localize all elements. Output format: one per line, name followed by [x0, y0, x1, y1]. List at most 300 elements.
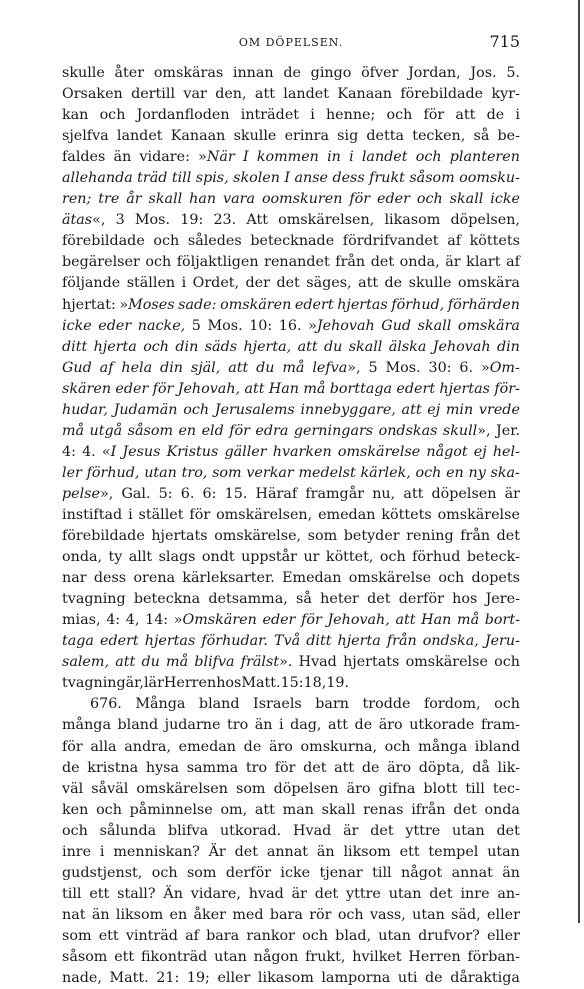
- word: nacke,: [137, 317, 186, 334]
- word: ätas«,: [62, 212, 106, 229]
- word: du: [141, 654, 160, 671]
- word: för: [349, 191, 371, 208]
- word: omskära: [457, 275, 520, 292]
- word: att: [115, 654, 136, 671]
- word: Emedan: [282, 570, 342, 587]
- word: landet: [116, 128, 163, 145]
- word: yttre: [346, 885, 381, 902]
- word: må: [166, 654, 189, 671]
- text-line: [62, 610, 520, 631]
- running-title: OM DÖPELSEN.: [238, 36, 344, 49]
- text-line: [62, 715, 520, 736]
- word: rör: [309, 906, 332, 923]
- word: Judamän: [113, 401, 178, 418]
- word: renas: [363, 801, 404, 818]
- word: det: [314, 885, 339, 902]
- word: lär: [143, 675, 164, 692]
- word: och: [415, 464, 442, 481]
- word: tempel: [428, 843, 479, 860]
- word: det: [429, 885, 453, 902]
- word: i: [349, 149, 354, 166]
- word: omskäras: [153, 65, 224, 81]
- word: att: [403, 485, 424, 502]
- text-line: [62, 337, 520, 358]
- page-number: 715: [489, 32, 520, 51]
- text-line: [62, 400, 520, 421]
- word: skall: [417, 317, 452, 334]
- word: in: [327, 149, 341, 166]
- word: är: [504, 485, 520, 502]
- word: i: [515, 107, 520, 124]
- word: de: [283, 65, 301, 81]
- word: omskärelsen,: [278, 212, 375, 229]
- word: 3: [115, 212, 125, 229]
- text-line: [62, 126, 520, 147]
- word: ditt: [306, 633, 332, 650]
- word: träd: [137, 170, 168, 187]
- word: till: [372, 864, 392, 881]
- word: hos: [216, 675, 242, 692]
- word: ställen: [126, 275, 176, 292]
- word: af: [185, 927, 199, 944]
- word: skall: [348, 338, 383, 355]
- word: Han: [268, 380, 299, 397]
- word: kristna: [87, 759, 139, 776]
- word: och: [151, 864, 178, 881]
- word: Matt.: [109, 970, 149, 987]
- word: må: [303, 380, 326, 397]
- word: inre: [460, 885, 490, 902]
- word: utan: [214, 948, 247, 965]
- word: och: [99, 107, 126, 124]
- word: utkorad.: [219, 822, 282, 839]
- word: eller: [487, 906, 520, 923]
- word: de: [243, 738, 262, 755]
- word: frukt,: [305, 948, 346, 965]
- word: Är: [208, 843, 226, 860]
- word: ondt: [201, 549, 235, 566]
- word: 18,: [303, 675, 327, 692]
- word: min: [445, 401, 474, 418]
- word: kommen: [256, 149, 319, 166]
- word: Jerusalems: [214, 401, 295, 418]
- word: det: [370, 254, 395, 271]
- word: såsom: [62, 948, 108, 965]
- word: lik-: [497, 759, 520, 776]
- word: Mos.: [134, 212, 171, 229]
- word: så: [473, 128, 490, 145]
- word: begärelser: [62, 254, 140, 271]
- word: det: [453, 801, 477, 818]
- word: kärlek,: [360, 464, 411, 481]
- word: framgår: [305, 485, 365, 502]
- word: är: [291, 885, 307, 902]
- word: för: [152, 380, 174, 397]
- word: omskärelsen,: [216, 506, 313, 523]
- word: skolen: [233, 170, 280, 187]
- word: betecknade: [250, 233, 335, 250]
- word: 30:: [428, 359, 452, 376]
- word: såsom: [409, 170, 455, 187]
- word: döpelsen: [431, 485, 497, 502]
- word: ej: [427, 401, 441, 418]
- word: som: [235, 780, 266, 797]
- word: äro: [346, 780, 371, 797]
- word: fordom,: [423, 696, 481, 713]
- word: äro: [378, 717, 403, 734]
- word: något: [401, 864, 443, 881]
- word: många: [62, 717, 111, 734]
- word: drufvor?: [418, 927, 480, 944]
- word: 16.: [278, 317, 302, 334]
- word: att: [401, 401, 422, 418]
- word: allt: [128, 549, 153, 566]
- word: hjerta: [337, 633, 381, 650]
- word: år: [126, 191, 142, 208]
- word: med: [232, 906, 264, 923]
- word: att: [254, 801, 275, 818]
- word: öfver: [361, 65, 399, 81]
- word: ska-: [490, 464, 520, 481]
- body-text: [62, 63, 520, 989]
- word: Kanaan: [170, 128, 226, 145]
- word: det: [370, 822, 394, 839]
- word: kärleksarter.: [182, 570, 275, 587]
- word: blad,: [335, 927, 372, 944]
- word: för: [189, 506, 211, 523]
- word: Jordanfloden: [136, 107, 230, 124]
- text-line: [62, 968, 520, 989]
- word: utan: [487, 843, 520, 860]
- word: Jehovah: [432, 338, 491, 355]
- word: Herren: [163, 675, 217, 692]
- word: hos: [452, 591, 478, 608]
- text-line: [62, 505, 520, 526]
- word: gudstjenst,: [62, 864, 143, 881]
- word: bort-: [484, 612, 520, 629]
- word: ondskas: [378, 422, 438, 439]
- word: utan: [388, 885, 422, 902]
- word: omskärelse: [405, 654, 488, 671]
- word: Herren: [408, 948, 461, 965]
- word: Gud: [381, 317, 412, 334]
- word: än: [91, 906, 110, 923]
- word: döpelsen: [273, 780, 339, 797]
- word: taga: [62, 633, 94, 650]
- word: Hvad: [293, 822, 332, 839]
- word: dopets: [471, 570, 520, 587]
- word: trodde: [362, 696, 411, 713]
- word: gingo: [310, 65, 352, 81]
- word: hvad: [248, 885, 284, 902]
- word: vass,: [369, 906, 406, 923]
- word: bara: [206, 927, 240, 944]
- word: och: [62, 822, 88, 839]
- text-line: [62, 189, 520, 210]
- word: förebildade: [62, 233, 145, 250]
- word: att: [328, 717, 349, 734]
- word: omskärelse: [337, 443, 421, 460]
- word: vrede: [478, 401, 520, 418]
- word: heter: [320, 591, 359, 608]
- word: omskären: [220, 296, 292, 313]
- word: man: [282, 801, 314, 818]
- word: såväl: [91, 780, 129, 797]
- word: I: [284, 170, 291, 187]
- word: betyder: [343, 528, 400, 545]
- word: 6.: [459, 359, 474, 376]
- word: sig: [337, 128, 359, 145]
- word: der: [245, 275, 270, 292]
- word: hela: [121, 359, 153, 376]
- word: hjertas: [144, 633, 196, 650]
- word: utan: [412, 906, 445, 923]
- word: att: [395, 612, 416, 629]
- word: hel-: [492, 443, 520, 460]
- word: dag,: [290, 717, 322, 734]
- word: och: [183, 401, 210, 418]
- word: det: [276, 275, 300, 292]
- word: påminnelse: [129, 801, 213, 818]
- word: och: [438, 570, 465, 587]
- word: hjertas: [337, 296, 388, 313]
- word: Många: [135, 696, 186, 713]
- word: följaktligen: [176, 254, 259, 271]
- word: dess: [332, 170, 365, 187]
- word: skall: [449, 191, 484, 208]
- word: hvilket: [352, 948, 402, 965]
- word: emedan: [318, 506, 376, 523]
- word: att: [455, 107, 476, 124]
- text-line: [62, 694, 520, 715]
- word: för: [301, 612, 322, 629]
- word: döpta,: [418, 759, 465, 776]
- text-line: [62, 631, 520, 652]
- word: om,: [220, 801, 248, 818]
- word: förhudar.: [201, 633, 268, 650]
- word: ett: [98, 927, 119, 944]
- word: fikonträd: [140, 948, 208, 965]
- word: menniskan?: [113, 843, 200, 860]
- word: att: [228, 359, 249, 376]
- word: hjertat:: [62, 296, 116, 313]
- word: än: [316, 843, 335, 860]
- word: således: [187, 233, 242, 250]
- text-line: [62, 358, 520, 379]
- word: 5.: [506, 65, 520, 81]
- text-line: [62, 463, 520, 484]
- word: «I: [101, 443, 117, 460]
- word: då: [472, 759, 490, 776]
- word: hjertas: [439, 380, 490, 397]
- word: 19:: [180, 212, 204, 229]
- word: landet: [283, 86, 329, 103]
- word: förhärden: [447, 296, 520, 313]
- word: frukt: [369, 170, 405, 187]
- word: yttre: [405, 822, 441, 839]
- word: planteren: [449, 149, 520, 166]
- text-line: [62, 442, 520, 463]
- word: ifrån: [411, 801, 446, 818]
- text-line: [62, 652, 520, 673]
- word: annat: [266, 843, 309, 860]
- word: skulle: [62, 65, 105, 81]
- word: »När: [198, 149, 235, 166]
- word: fram-: [480, 717, 520, 734]
- word: salem,: [62, 654, 109, 671]
- word: från: [335, 254, 366, 271]
- word: tvagning: [62, 675, 126, 692]
- word: rening: [406, 528, 454, 545]
- word: han: [189, 191, 217, 208]
- word: Än: [163, 885, 183, 902]
- word: din: [496, 338, 520, 355]
- word: 6.: [180, 485, 195, 502]
- text-line: [62, 147, 520, 168]
- word: lamporna: [321, 970, 391, 987]
- word: hjertats: [151, 528, 208, 545]
- word: detta: [366, 128, 405, 145]
- word: de: [425, 970, 443, 987]
- word: blifva: [194, 654, 235, 671]
- word: döpelsen,: [450, 212, 520, 229]
- word: och: [96, 801, 122, 818]
- text-line: [62, 947, 520, 968]
- word: samma: [186, 759, 239, 776]
- word: det: [367, 591, 391, 608]
- word: för: [229, 422, 250, 439]
- word: verkar: [246, 464, 294, 481]
- word: derför: [398, 591, 444, 608]
- word: såsom: [127, 422, 174, 439]
- word: mias,: [62, 612, 101, 629]
- text-line: [62, 737, 520, 758]
- text-line: [62, 863, 520, 884]
- word: en: [169, 906, 188, 923]
- word: och: [386, 107, 413, 124]
- word: än: [254, 717, 273, 734]
- word: 21:: [156, 970, 180, 987]
- word: 5: [191, 317, 201, 334]
- word: bara: [269, 906, 303, 923]
- word: 15:: [280, 675, 304, 692]
- word: i: [128, 506, 133, 523]
- word: hjertats: [343, 654, 400, 671]
- word: tre: [98, 191, 120, 208]
- word: skall: [148, 191, 183, 208]
- word: åker: [193, 906, 226, 923]
- text-line: [62, 884, 520, 905]
- text-line: [62, 842, 520, 863]
- word: ny: [468, 464, 486, 481]
- word: och: [416, 191, 443, 208]
- word: skulle: [408, 275, 452, 292]
- word: förhud,: [391, 296, 445, 313]
- word: tro: [245, 759, 268, 776]
- word: det: [496, 528, 520, 545]
- text-line: [62, 316, 520, 337]
- text-line: [62, 295, 520, 316]
- word: Jere-: [485, 591, 520, 608]
- word: och: [494, 654, 520, 671]
- text-line: [62, 168, 520, 189]
- word: du: [323, 338, 343, 355]
- word: omskärelse: [348, 570, 432, 587]
- word: 4:: [62, 443, 76, 460]
- word: skall: [321, 801, 356, 818]
- word: Orsaken: [62, 86, 123, 103]
- word: liksom: [115, 906, 164, 923]
- word: förebildade: [62, 528, 145, 545]
- word: en: [178, 422, 197, 439]
- word: icke: [280, 864, 311, 881]
- word: vara: [223, 191, 256, 208]
- word: eller: [217, 970, 251, 987]
- word: Jos.: [470, 65, 497, 81]
- word: kyr-: [491, 86, 520, 103]
- word: bland: [117, 717, 159, 734]
- text-line: [62, 210, 520, 231]
- word: äro: [268, 738, 293, 755]
- word: »Moses: [119, 296, 175, 313]
- text-line: [62, 231, 520, 252]
- word: Gal.: [121, 485, 151, 502]
- word: ett: [399, 843, 420, 860]
- word: som: [186, 864, 217, 881]
- word: I: [242, 149, 249, 166]
- word: liksom: [343, 843, 391, 860]
- word: ett: [114, 948, 135, 965]
- word: oomsku-: [459, 170, 520, 187]
- word: hysa: [145, 759, 180, 776]
- word: allehanda: [62, 170, 133, 187]
- word: skären: [62, 380, 112, 397]
- word: ibland: [474, 738, 520, 755]
- word: hjerta,: [243, 338, 292, 355]
- word: är: [445, 254, 461, 271]
- word: andra,: [124, 738, 172, 755]
- word: Jehovah,: [177, 380, 241, 397]
- text-line: [62, 252, 520, 273]
- word: eller: [487, 927, 520, 944]
- word: och: [302, 927, 328, 944]
- word: 15.: [224, 485, 248, 502]
- word: du: [256, 359, 275, 376]
- word: Mos.: [207, 317, 243, 334]
- word: att: [254, 86, 275, 103]
- word: nar: [62, 570, 87, 587]
- page-edge-line: [578, 0, 580, 923]
- word: hjerta: [93, 338, 137, 355]
- text-line: [62, 379, 520, 400]
- text-line: [62, 589, 520, 610]
- word: Jehovah,: [327, 612, 390, 629]
- word: en: [446, 464, 464, 481]
- text-line: [62, 568, 520, 589]
- word: Att: [246, 212, 268, 229]
- word: omskurna,: [300, 738, 378, 755]
- word: edert: [396, 380, 436, 397]
- word: omskärelsen: [136, 780, 228, 797]
- word: kan: [62, 107, 89, 124]
- word: säges,: [306, 275, 352, 292]
- text-line: [62, 547, 520, 568]
- text-line: [62, 484, 520, 505]
- word: sjelfva: [62, 128, 109, 145]
- word: erinra: [284, 128, 329, 145]
- word: dertill: [131, 86, 176, 103]
- word: och: [143, 338, 170, 355]
